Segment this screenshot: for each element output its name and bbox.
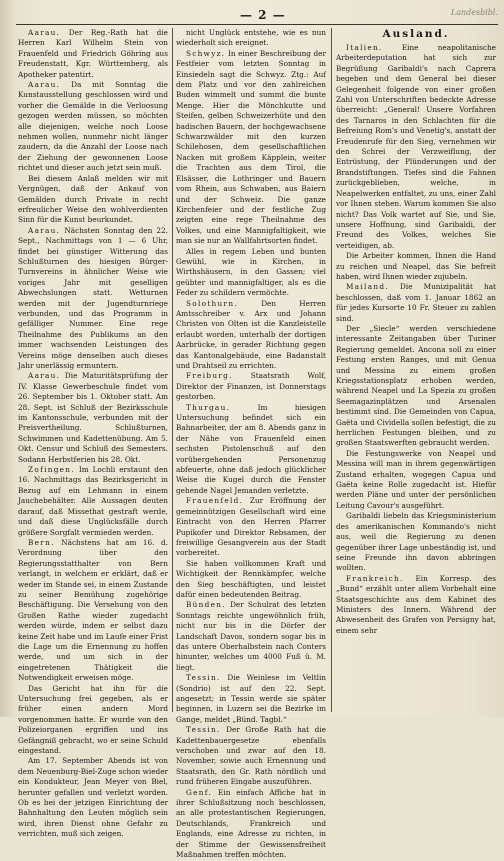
dateline: Solothurn.: [186, 298, 238, 308]
article-text: Da mit Sonntag die Kunstausstellung geschlossen wird und vorher die Gemälde in die Verloosung gezogen werden müssen, so möchten alle diejenigen, welche noch Loose nehmen wollen, nunmehr nicht länger zaudern, da die Anzahl der Loose nach der Ziehung der gewonnenen Loose richtet und dieser auch jetzt sein muß.: [18, 80, 168, 173]
article-text: In einer Beschreibung der Festfeier vom letzten Sonntag in Einsiedeln sagt die Schwyz. Ztg.: Auf dem Platz und vor den zahlreichen Buden wimmelt und summt die bunte Menge. Hier die Mönchkutte und Steifen, gelben Schweizerhüte und den badischen Bauern, der hochgewachsene Schwarzwälder mit den kurzen Schilehosen, dem gesellschaftlichen Nacken mit großem Käpplein, weiter die Trachten aus dem Tirol, die Elsässer, die Lothringer und Bauern vom Rhein, aus Schwaben, aus Baiern und der Schweiz. Die ganze Kirchenfeier und der festliche Zug zeigten eine rege Theilnahme des Volkes, und eine Mannigfaltigkeit, wie man sie nur an Wallfahrtsorten findet.: [176, 48, 326, 246]
column-3: [336, 28, 496, 714]
article-text: Der Schulrat des letzten Sonntags reichte ungewöhnlich früh, nicht nur bis in die Dörfer der Landschaft Davos, sondern sogar bis in das untere Oberhalbstein nach Conters hinunter, welches um 4000 Fuß ü. M. liegt.: [176, 600, 326, 672]
dateline: Aarau.: [28, 28, 61, 37]
article-text: Eine neapolitanische Arbeiterdeputation hat sich zur Begrüßung Garibaldi's nach Caprera begeben und dem General bei dieser Gelegenheit folgende von einer großen Zahl von Unterschriften bedeckte Adresse überreicht: „General! Unsere Vorfahren des Tarnaros in den Schlachten für die Befreiung Rom's und Venetig's, anstatt der Freudenrufe für den Sieg, vernehmen wir den Schrei der Verzweiflung, der Entrüstung, der Plünderungen und der Brandstiftungen. Tiefes sind die Fahnen zurückgeblieben, welche, in Neapelwerken entfaltet, zu uns, einer Zahl vor Ihnen stehen. Warum kommen Sie also nicht? Das Volk wartet auf Sie, und Sie, unsere Hoffnung, sind Garibaldi, der Freund des Volkes, welches Sie verteidigen, ab.: [336, 43, 496, 250]
article-paragraph: [336, 511, 496, 573]
page-number: — 2 —: [240, 8, 286, 22]
article-text: Garibaldi liebeln das Kriegsministerium des amerikanischen Kommando's nicht aus, weil die Regierung zu denen gegenüber ihrer Lage unbeständig ist, und seine Freunde ihn davon abbringen wollten.: [336, 511, 496, 573]
article-paragraph: [18, 226, 168, 372]
article-paragraph: [176, 299, 326, 372]
dateline: Aarau.: [28, 371, 61, 381]
header-rule: [16, 24, 498, 25]
article-text: Ein Korresp. des „Bund“ erzählt unter allem Vorbehalt eine Staatsgeschichte aus dem Kabinet des Ministers des Innern. Während der Abwesenheit des Grafen von Persigny hat, einem sehr: [336, 573, 496, 635]
article-text: Die Festungswerke von Neapel und Messina will man in ihrem gegenwärtigen Zustand erhalten, wogegen Capua und Gaëta keine Rolle zugedacht ist. Hiefür werden Pläne und unter der persönlichen Leitung Cavour's ausgeführt.: [336, 448, 496, 510]
article-paragraph: [176, 559, 326, 601]
article-paragraph: [18, 371, 168, 465]
dateline: Tessin.: [186, 725, 221, 735]
article-paragraph: [176, 371, 326, 402]
article-text: Die Arbeiter kommen, Ihnen die Hand zu reichen und Neapel, das Sie befreit haben, wird Ihnen wieder zujubeln.: [336, 251, 496, 281]
article-text: Bei diesem Anlaß melden wir mit Vergnügen, daß der Ankauf von Gemälden durch Private in recht erfreulicher Weise den wohlverdienten Sinn für die Kunst beurkundet.: [18, 173, 168, 225]
dateline: Genf.: [186, 787, 213, 797]
section-heading-ausland: Ausland.: [382, 28, 450, 40]
article-paragraph: [176, 496, 326, 558]
column-divider: [172, 28, 173, 712]
article-paragraph: [18, 28, 168, 80]
article-paragraph: [336, 324, 496, 449]
article-text: nicht Unglück entstehe, wie es nun wiederholt sich ereignet.: [176, 28, 326, 48]
article-paragraph: [18, 756, 168, 839]
article-paragraph: [176, 49, 326, 247]
article-paragraph: [176, 725, 326, 787]
column-1: [18, 28, 168, 839]
article-text: Die Maturitätsprüfung der IV. Klasse Gewerbeschule findet vom 26. September bis 1. Oktober statt. Am 28. Sept. ist Schluß der Bezirksschule im Kantonsschule, verbunden mit der Preisvertheilung. Schlußturnen, Schwimmen und Kadettenübung. Am 5. Okt. Censur und Schluß des Semesters. Sodann Herbstferien bis 28. Okt.: [18, 371, 168, 464]
dateline: Tessin.: [186, 673, 221, 683]
article-paragraph: [176, 28, 326, 49]
article-text: Das Gericht hat ihn für die Untersuchung frei gegeben, als er früher einen andern Mord vorgenommen hatte. Er wurde von den Polizeiorganen ergriffen und ins Gefängniß gebracht, wo er seine Schuld eingestand.: [18, 683, 168, 756]
article-text: Zur Eröffnung der gemeinnützigen Gesellschaft wird eine Eintracht von den Herren Pfarrer Pupikofer und Direktor Rebsamen, der freiwillige Gesangverein aus der Stadt vorbereitet.: [176, 496, 326, 558]
article-paragraph: [336, 43, 496, 251]
page-header: [0, 6, 504, 24]
dateline: Frankreich.: [346, 573, 404, 583]
dateline: Aarau.: [28, 80, 61, 90]
article-paragraph: [176, 788, 326, 861]
dateline: Bern.: [28, 537, 55, 547]
article-paragraph: [176, 247, 326, 299]
article-text: Am 17. September Abends ist von dem Neuenburg-Biel-Zuge schon wieder ein Kondukteur, Jean Meyer von Biel, herunter gefallen und verletzt worden. Ob es bei der jetzigen Einrichtung der Bahnhaltung den Leuten möglich sein wird, ihren Dienst ohne Gefahr zu verrichten, muß sich zeigen.: [18, 756, 168, 839]
article-text: Nächsten Sonntag den 22. Sept., Nachmittags von 1 — 6 Uhr, findet bei günstiger Witterung das Schlußturnen des hiesigen Bürger-Turnvereins in ähnlicher Weise wie voriges Jahr mit geselligen Abwechslungen statt. Wetturnen werden mit der Jugendturnriege verbunden, und das Programm in gefälliger Nummer. Eine rege Theilnahme des Publikums an den immer wachsenden Leistungen des Vereins möge denselben auch dieses Jahr unerlässig ermuntern.: [18, 225, 168, 370]
article-text: Die Weinlese im Veltlin (Sondrio) ist auf den 22. Sept. angesetzt; in Tessin werde sie später beginnen, in Luzern sei die Bezirke im Gange, meldet „Bünd. Tagbl.“: [176, 673, 326, 724]
article-paragraph: [18, 174, 168, 226]
article-paragraph: [336, 449, 496, 511]
dateline: Italien.: [346, 43, 383, 52]
article-text: Der Große Rath hat die Kadettenbauergesetze ebenfalls verschoben und zwar auf den 18. November, sowie auch Ernennung und Staatsrath, den Gr. Rath nördlich und rund früheren Eingabe auszuführen.: [176, 725, 326, 787]
dateline: Freiburg.: [186, 371, 233, 381]
article-paragraph: [18, 684, 168, 757]
article-text: Im Lochli erstaunt den 16. Nachmittags das Bezirksgericht in Bezug auf ein Lehmann in einem Jauchebehälter. Alle Aussagen deuten darauf, daß Missethat gestraft werde, und daß diese Unglücksfälle durch größere Sorgfalt vermieden werden.: [18, 465, 168, 537]
article-paragraph: [176, 600, 326, 673]
article-text: Im hiesigen Untersuchung befindet sich ein Bahnarbeiter, der am 8. Abends ganz in der Nähe von Frauenfeld einen sechsten Pistolenschuß auf den vorübergehenden Personenzug abfeuerte, ohne daß jedoch glücklicher Weise die Kugel durch die Fenster gehende Nagel Jemanden verletzte.: [176, 402, 326, 495]
article-text: Staatsrath Wolf, Direktor der Finanzen, ist Donnerstags gestorben.: [176, 371, 326, 402]
article-paragraph: [18, 80, 168, 174]
library-stamp: Landesbibl.: [450, 8, 498, 17]
dateline: Frauenfeld.: [186, 496, 244, 506]
article-text: Der Reg.-Rath hat die Herren Karl Wilhelm Stein von Frauenfeld und Friedrich Göhring aus Freudenstatt, Kgr. Württemberg, als Apotheker patentirt.: [18, 28, 168, 79]
dateline: Bünden.: [186, 600, 226, 610]
article-text: Nächstens hat am 16. d. Verordnung über den Regierungsstatthalter von Bern verlangt, in welchem er erklärt, daß er weder im Stande sei, in einem Zustande zu seiner Bemühung zugehörige Beschäftigung. Die Versehung von den Großen Rathe wieder zugedacht werden würde, indem er selbst dazu keine Zeit habe und im Laufe einer Frist die Lage um die Ernennung zu hoffen werde, und um sich in der eingetretenen Thätigkeit die Notwendigkeit erweisen möge.: [18, 537, 168, 683]
article-paragraph: [176, 673, 326, 725]
dateline: Schwyz.: [186, 48, 226, 58]
article-paragraph: [336, 251, 496, 282]
article-paragraph: [18, 465, 168, 538]
article-text: Sie haben vollkommen Kraft und Wichtigkeit der Rennkämpfer, welche den Sieg beschäftigten, und leistet dafür einen bedeutenden Beitrag.: [176, 558, 326, 599]
column-divider: [331, 28, 332, 712]
article-text: Ein einfach Affiche hat in ihrer Schlußsitzung noch beschlossen, an alle protestantischen Regierungen, Deutschlands, Frankreich und Englands, eine Adresse zu richten, in der Stimme der Gewissensfreiheit Maßnahmen treffen möchten.: [176, 787, 326, 860]
article-paragraph: [336, 282, 496, 324]
dateline: Mailand.: [346, 282, 389, 292]
article-text: Der „Siecle“ werden verschiedene interessante Zeitangaben über Turiner Regierung gemeldet. Ancona soll zu einer Festung ersten Ranges, und mit Genua und Messina zu einem großen Kriegsstationsplatz erhoben werden, während Neapel und La Spezia zu großen Seemagazinplätzen und Arsenalen bestimmt sind. Die Gemeinden von Capua, Gaëta und Cividella sollen befestigt, die zu herrlichen Festungen bleiben, und zu großen Staatswerften gebraucht werden.: [336, 323, 496, 448]
dateline: Thurgau.: [186, 402, 231, 412]
article-text: Den Herren Amtsschreiber v. Arx und Johann Christen von Olten ist die Kanzleistelle erlaubt worden, unterhalb der dortigen Aarbrücke, in gerader Richtung gegen das Kantonalgebäude, eine Badanstalt und Drahtseil zu errichten.: [176, 298, 326, 370]
article-paragraph: [176, 403, 326, 497]
column-2: [176, 28, 326, 860]
binding-edge: [0, 0, 14, 717]
article-text: Die Munizipalität hat beschlossen, daß vom 1. Januar 1862 an für jedes Kursorte 10 Fr. Steuer zu zahlen sind.: [336, 282, 496, 323]
article-paragraph: [18, 538, 168, 684]
article-paragraph: [336, 574, 496, 636]
dateline: Aarau.: [28, 225, 61, 235]
dateline: Zofingen.: [28, 465, 75, 475]
article-text: Alles in regem Leben und bunten Gewühl, wie in Kirchen, in Wirthshäusern, in den Gassen; viel geübter und mannigfaltiger, als es die Feder zu schildern vermöchte.: [176, 246, 326, 298]
